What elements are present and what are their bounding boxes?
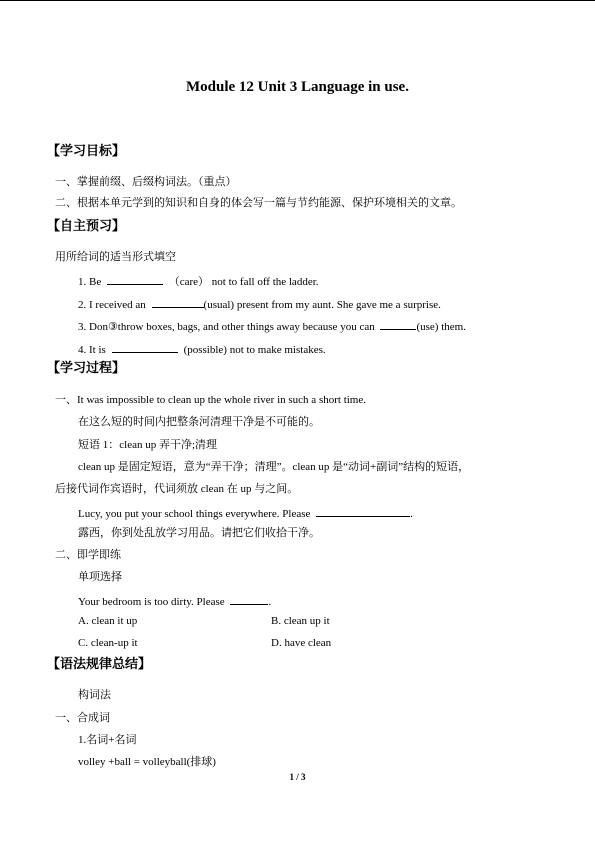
question-text: （care） not to fall off the ladder. bbox=[168, 276, 319, 288]
question-text: Your bedroom is too dirty. Please bbox=[78, 596, 225, 608]
preview-question-1 bbox=[78, 273, 319, 289]
option-c: C. clean-up it bbox=[78, 637, 138, 649]
answer-blank[interactable] bbox=[152, 296, 204, 308]
multiple-choice-question bbox=[78, 593, 271, 609]
preview-question-3 bbox=[78, 318, 466, 334]
section-heading-preview: 【自主预习】 bbox=[47, 219, 126, 234]
question-text: 1. Be bbox=[78, 276, 102, 288]
section-heading-process: 【学习过程】 bbox=[47, 361, 126, 376]
question-text: (use) them. bbox=[416, 321, 466, 333]
example-sentence bbox=[78, 505, 413, 521]
option-d: D. have clean bbox=[271, 637, 332, 649]
explanation-line-2: 后接代词作宾语时，代词须放 clean 在 up 与之间。 bbox=[55, 483, 299, 495]
question-text: (usual) present from my aunt. She gave me a surprise. bbox=[203, 299, 441, 311]
example-translation: 露西，你到处乱放学习用品。请把它们收拾干净。 bbox=[78, 527, 320, 539]
answer-blank[interactable] bbox=[107, 273, 163, 285]
answer-blank[interactable] bbox=[112, 341, 178, 353]
grammar-rule-1: 1.名词+名词 bbox=[78, 734, 137, 746]
preview-instruction: 用所给词的适当形式填空 bbox=[55, 251, 176, 263]
multiple-choice-label: 单项选择 bbox=[78, 571, 122, 583]
practice-heading: 二、即学即练 bbox=[55, 549, 121, 561]
grammar-subheading: 一、合成词 bbox=[55, 712, 110, 724]
answer-blank[interactable] bbox=[316, 505, 410, 517]
section-heading-goals: 【学习目标】 bbox=[47, 144, 126, 159]
phrase-note: 短语 1：clean up 弄干净;清理 bbox=[78, 439, 218, 451]
goal-item-2: 二、根据本单元学到的知识和自身的体会写一篇与节约能源、保护环境相关的文章。 bbox=[55, 197, 462, 209]
page-top-rule bbox=[0, 0, 595, 1]
question-text: 2. I received an bbox=[78, 299, 146, 311]
section-heading-grammar: 【语法规律总结】 bbox=[47, 657, 152, 672]
page-number: 1 / 3 bbox=[289, 772, 306, 782]
process-sentence-1: 一、It was impossible to clean up the whole river in such a short time. bbox=[55, 394, 366, 406]
explanation-line-1: clean up 是固定短语，意为“弄干净；清理”。clean up 是“动词+副词”结构的短语， bbox=[78, 461, 470, 473]
question-text: 4. It is bbox=[78, 344, 106, 356]
answer-blank[interactable] bbox=[380, 318, 416, 330]
grammar-topic: 构词法 bbox=[78, 689, 111, 701]
preview-question-4 bbox=[78, 341, 326, 357]
document-title: Module 12 Unit 3 Language in use. bbox=[186, 79, 409, 95]
grammar-example-1: volley +ball = volleyball(排球) bbox=[78, 756, 216, 768]
option-b: B. clean up it bbox=[271, 615, 330, 627]
process-sentence-1-translation: 在这么短的时间内把整条河清理干净是不可能的。 bbox=[78, 416, 320, 428]
answer-blank[interactable] bbox=[230, 593, 268, 605]
preview-question-2 bbox=[78, 296, 441, 312]
option-a: A. clean it up bbox=[78, 615, 138, 627]
question-text: (possible) not to make mistakes. bbox=[183, 344, 326, 356]
question-text: 3. Don③throw boxes, bags, and other things away because you can bbox=[78, 321, 375, 333]
question-text: . bbox=[268, 596, 272, 608]
example-text: . bbox=[410, 508, 413, 520]
example-text: Lucy, you put your school things everywhere. Please bbox=[78, 508, 311, 520]
goal-item-1: 一、掌握前缀、后缀构词法。（重点） bbox=[55, 176, 237, 188]
